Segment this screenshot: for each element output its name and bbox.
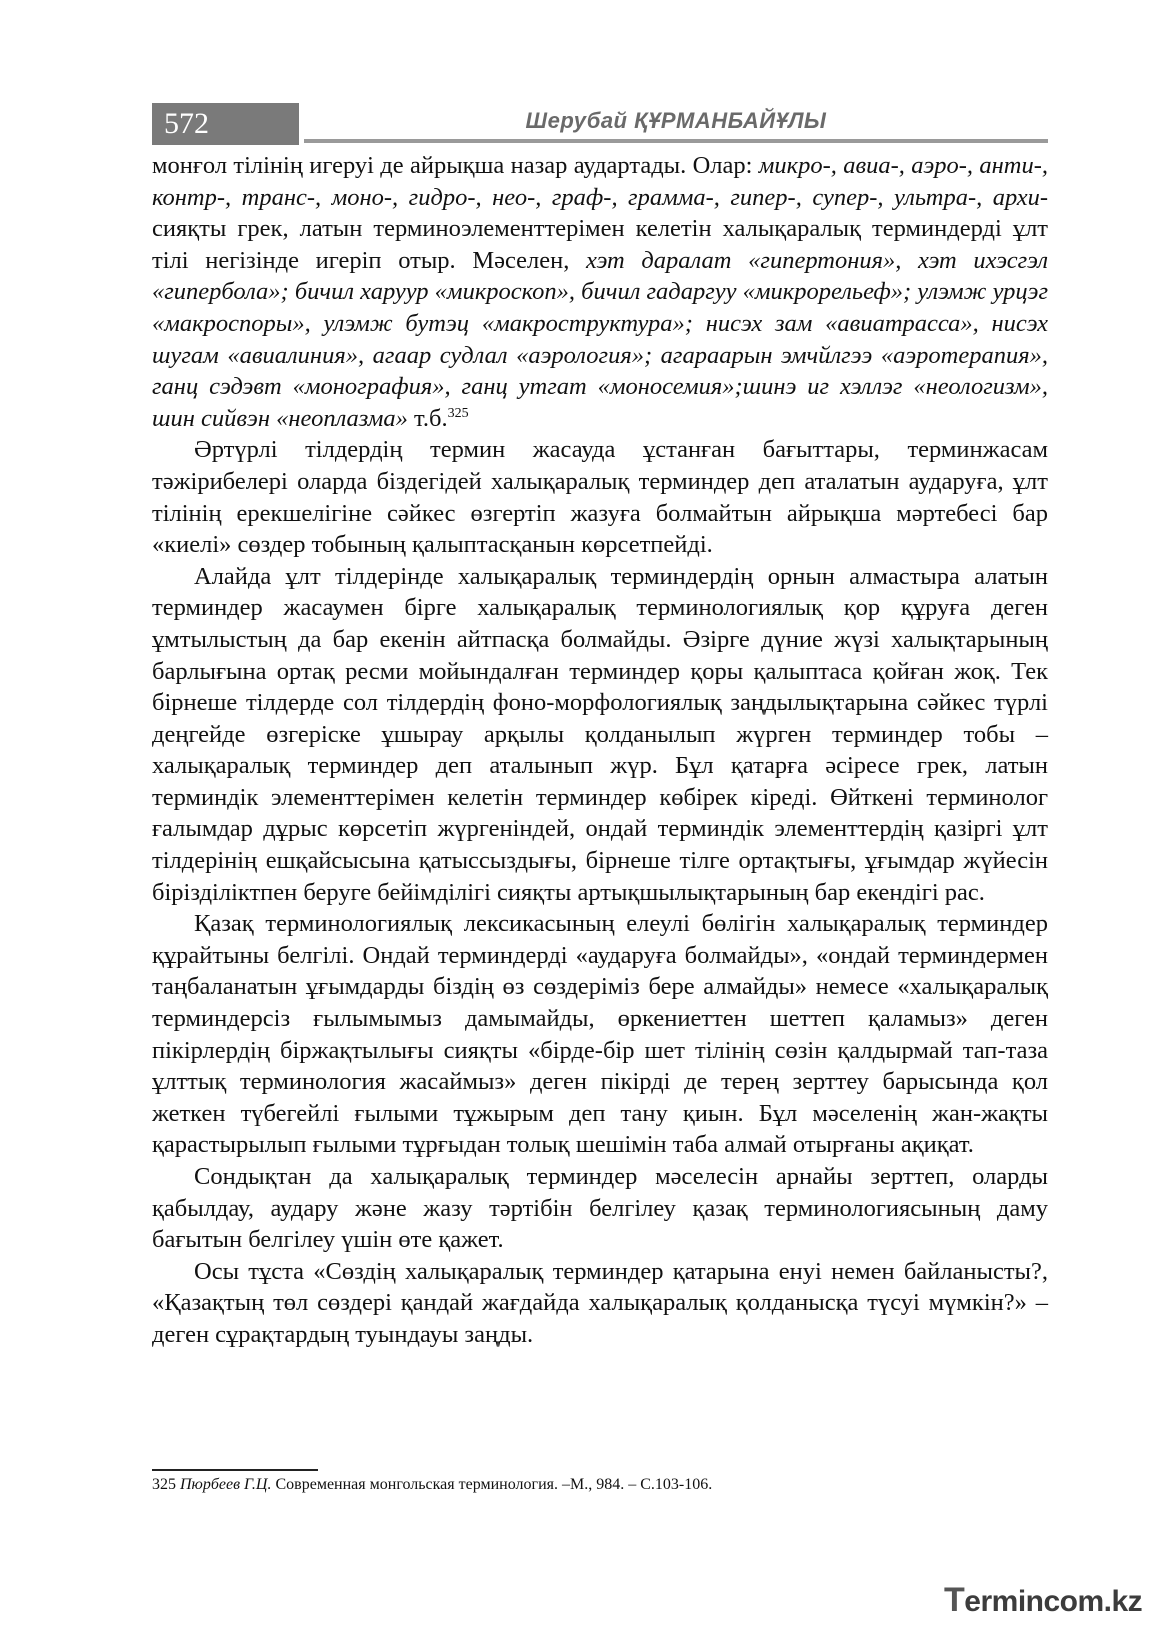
paragraph-1-tail: т.б.	[407, 404, 448, 432]
paragraph-1-mid: сияқты грек, латын терминоэлементтерімен келетін халықаралық терминдерді ұлт тілі негізінде игеріп отыр. Мәселен,	[152, 215, 1048, 274]
footnote-ref: 325	[447, 405, 469, 421]
paragraph-6: Осы тұста «Сөздің халықаралық терминдер қатарына енуі немен байланысты?, «Қазақтың төл сөздері қандай жағдайда халықаралық қолданысқа түсуі мүмкін?» – деген сұрақтардың туындауы заңды.	[152, 1257, 1048, 1348]
logo-lead-letter: T	[944, 1581, 965, 1619]
page-number: 572	[152, 103, 299, 145]
page-header	[152, 103, 1048, 145]
prefix-list: микро-, авиа-, аэро-, анти-, контр-, транс-, моно-, гидро-, нео-, граф-, грамма-, гипер-, супер-, ультра-, архи-	[152, 152, 1048, 211]
footnote-number: 325	[152, 1476, 176, 1493]
footnote-text: Современная монгольская терминология. –М., 984. – С.103-106.	[271, 1476, 713, 1493]
paragraph-1-lead: монғол тілінің игеруі де айрықша назар аудартады. Олар:	[152, 152, 759, 179]
paragraph-4: Қазақ терминологиялық лексикасының елеулі бөлігін халықаралық терминдер құрайтыны белгілі. Ондай терминдерді «аударуға болмайды», «ондай терминдермен таңбаланатын ұғымдарды біздің өз сөздеріміз бере алмайды» немесе «халықаралық терминдерсіз ғылымымыз дамымайды, өркениеттен шеттеп қаламыз» деген пікірлердің біржақтылығы сияқты «бірде-бір шет тілінің сөзін қалдырмай тап-таза ұлттық терминология жасаймыз» деген пікірді де терең зерттеу барысында қол жеткен түбегейлі ғылыми тұжырым деп тану қиын. Бұл мәселенің жан-жақты қарастырылып ғылыми тұрғыдан толық шешімін таба алмай отырғаны ақиқат.	[152, 910, 1048, 1159]
footnote	[152, 1474, 712, 1496]
termincom-logo	[944, 1580, 1142, 1620]
footnote-author: Пюрбеев Г.Ц.	[180, 1476, 272, 1493]
header-rule	[304, 139, 1048, 143]
mongolian-examples: хэт даралат «гипертония», хэт ихэсгэл «гипербола»; бичил харуур «микроскоп», бичил гадаргуу «микрорельеф»; улэмж урцэг «макроспоры», улэмж бутэц «макроструктура»; нисэх зам «авиатрасса», нисэх шугам «авиалиния», агаар судлал «аэрология»; агараарын эмчйлгээ «аэротерапия», ганц сэдэвт «монография», ганц утгат «моносемия»;шинэ иг хэллэг «неологизм», шин сийвэн «неоплазма»	[152, 246, 1049, 432]
logo-text: ermincom.kz	[964, 1585, 1143, 1618]
page-body	[152, 150, 1048, 1351]
paragraph-5: Сондықтан да халықаралық терминдер мәселесін арнайы зерттеп, оларды қабылдау, аудару және жазу тәртібін белгілеу қазақ терминологиясының даму бағытын белгілеу үшін өте қажет.	[152, 1163, 1048, 1254]
footnote-rule	[152, 1469, 318, 1471]
paragraph-2: Әртүрлі тілдердің термин жасауда ұстанған бағыттары, терминжасам тәжірибелері оларда біздегідей халықаралық терминдер деп аталатын аударуға, ұлт тілінің ерекшелігіне сәйкес өзгертіп жазуға болмайтын айрықша мәртебесі бар «киелі» сөздер тобының қалыптасқанын көрсетпейді.	[152, 436, 1048, 559]
paragraph-1	[152, 150, 1048, 434]
running-head-author: Шерубай ҚҰРМАНБАЙҰЛЫ	[525, 108, 827, 133]
paragraph-3: Алайда ұлт тілдерінде халықаралық терминдердің орнын алмастыра алатын терминдер жасаумен бірге халықаралық терминологиялық қор құруға деген ұмтылыстың да бар екенін айтпасқа болмайды. Әзірге дүние жүзі халықтарының барлығына ортақ ресми мойындалған терминдер қоры қалыптаса қойған жоқ. Тек бірнеше тілдерде сол тілдердің фоно-морфологиялық заңдылықтарына сәйкес түрлі деңгейде өзгеріске ұшырау арқылы қолданылып жүрген терминдер тобы – халықаралық терминдер деп аталынып жүр. Бұл қатарға әсіресе грек, латын терминдік элементтерімен келетін терминдер көбірек кіреді. Өйткені терминолог ғалымдар дұрыс көрсетіп жүргеніндей, ондай терминдік элементтердің қазіргі ұлт тілдерінің ешқайсысына қатыссыздығы, бірнеше тілге ортақтығы, ұғымдар жүйесін бірізділіктпен беруге бейімділігі сияқты артықшылықтарының бар екендігі рас.	[152, 562, 1048, 906]
